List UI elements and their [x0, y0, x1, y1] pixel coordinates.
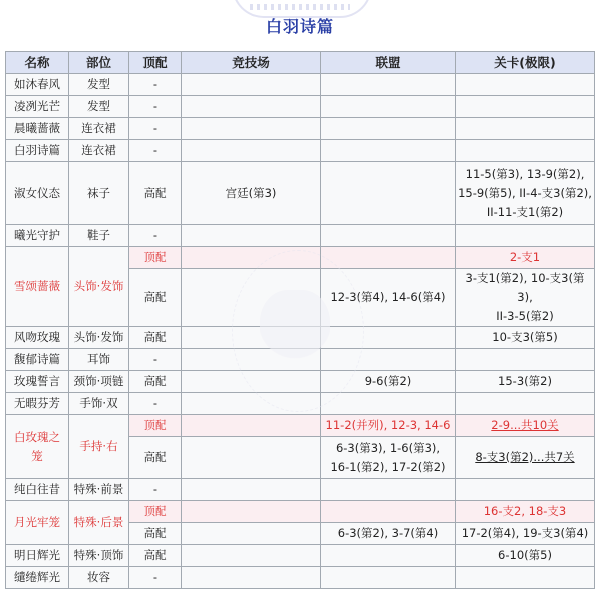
- item-name: 白羽诗篇: [6, 140, 69, 162]
- item-arena: [182, 371, 321, 393]
- table-header-row: [6, 52, 595, 74]
- item-part: 发型: [69, 74, 129, 96]
- table-row: [6, 501, 595, 523]
- item-name: 纯白往昔: [6, 479, 69, 501]
- item-arena: [182, 247, 321, 269]
- item-part: 鞋子: [69, 225, 129, 247]
- item-arena: [182, 96, 321, 118]
- item-league: [321, 501, 456, 523]
- item-top: -: [129, 74, 182, 96]
- item-part: 手饰·双: [69, 393, 129, 415]
- item-stage: 10-支3(第5): [456, 327, 595, 349]
- item-league: 9-6(第2): [321, 371, 456, 393]
- header-arena: 竞技场: [182, 52, 321, 74]
- item-league: [321, 140, 456, 162]
- suit-items-table: [5, 51, 595, 589]
- item-stage: [456, 162, 595, 225]
- item-league: [321, 96, 456, 118]
- item-arena: [182, 479, 321, 501]
- item-league: [321, 393, 456, 415]
- table-row: [6, 545, 595, 567]
- item-arena: [182, 74, 321, 96]
- item-arena: [182, 545, 321, 567]
- item-name: 明日辉光: [6, 545, 69, 567]
- item-stage: [456, 479, 595, 501]
- item-league: [321, 327, 456, 349]
- league-line: 6-3(第3), 1-6(第3),: [335, 440, 441, 455]
- table-row: [6, 247, 595, 269]
- item-arena: [182, 523, 321, 545]
- table-row: [6, 162, 595, 225]
- item-arena: [182, 118, 321, 140]
- name-line: 白玫瑰之: [14, 429, 60, 444]
- item-part: 发型: [69, 96, 129, 118]
- item-top: 高配: [129, 327, 182, 349]
- item-top: 顶配: [129, 415, 182, 437]
- item-part: 连衣裙: [69, 118, 129, 140]
- item-part: 手持·右: [69, 415, 129, 479]
- item-part: 特殊·后景: [69, 501, 129, 545]
- item-part: 袜子: [69, 162, 129, 225]
- item-arena: [182, 415, 321, 437]
- title-area: [0, 0, 600, 48]
- item-stage: [456, 567, 595, 589]
- item-name: 淑女仪态: [6, 162, 69, 225]
- item-arena: [182, 327, 321, 349]
- item-part: 妆容: [69, 567, 129, 589]
- table-row: [6, 327, 595, 349]
- stage-line: II-11-支1(第2): [486, 204, 564, 219]
- item-part: 头饰·发饰: [69, 247, 129, 327]
- item-part: 颈饰·项链: [69, 371, 129, 393]
- item-league: [321, 479, 456, 501]
- item-top: -: [129, 349, 182, 371]
- item-league: [321, 74, 456, 96]
- table-row: [6, 479, 595, 501]
- table-row: [6, 74, 595, 96]
- item-top: 顶配: [129, 247, 182, 269]
- table-row: [6, 349, 595, 371]
- item-stage: 2-支1: [456, 247, 595, 269]
- item-top: 高配: [129, 545, 182, 567]
- table-row: [6, 225, 595, 247]
- item-top: 顶配: [129, 501, 182, 523]
- item-top: 高配: [129, 371, 182, 393]
- item-top: 高配: [129, 523, 182, 545]
- header-part: 部位: [69, 52, 129, 74]
- item-arena: [182, 225, 321, 247]
- header-league: 联盟: [321, 52, 456, 74]
- item-top: -: [129, 479, 182, 501]
- item-arena: [182, 437, 321, 479]
- header-top: 顶配: [129, 52, 182, 74]
- item-name: 馥郁诗篇: [6, 349, 69, 371]
- item-name: 晨曦蔷薇: [6, 118, 69, 140]
- item-name: 缱绻辉光: [6, 567, 69, 589]
- table-row: [6, 393, 595, 415]
- league-line: 16-1(第2), 17-2(第2): [330, 459, 446, 474]
- item-stage: [456, 74, 595, 96]
- item-top: -: [129, 96, 182, 118]
- item-name: 如沐春风: [6, 74, 69, 96]
- item-part: 耳饰: [69, 349, 129, 371]
- item-name: 月光牢笼: [6, 501, 69, 545]
- item-league: [321, 545, 456, 567]
- item-name: 玫瑰誓言: [6, 371, 69, 393]
- item-top: 高配: [129, 162, 182, 225]
- item-stage: [456, 393, 595, 415]
- item-top: 高配: [129, 269, 182, 327]
- item-arena: [182, 269, 321, 327]
- item-top: -: [129, 393, 182, 415]
- item-top: -: [129, 567, 182, 589]
- item-stage: 17-2(第4), 19-支3(第4): [456, 523, 595, 545]
- page-title: 白羽诗篇: [265, 17, 334, 36]
- item-top: 高配: [129, 437, 182, 479]
- stage-link[interactable]: 2-9...共10关: [491, 418, 559, 432]
- table-row: [6, 140, 595, 162]
- table-row: [6, 118, 595, 140]
- header-name: 名称: [6, 52, 69, 74]
- table-row: [6, 415, 595, 437]
- item-name: 风吻玫瑰: [6, 327, 69, 349]
- item-stage: [456, 140, 595, 162]
- item-part: 特殊·顶饰: [69, 545, 129, 567]
- item-stage: [456, 118, 595, 140]
- item-league: [321, 437, 456, 479]
- item-arena: [182, 140, 321, 162]
- table-row: [6, 371, 595, 393]
- item-league: [321, 162, 456, 225]
- item-arena: [182, 349, 321, 371]
- item-league: [321, 247, 456, 269]
- item-name: 雪颂蔷薇: [6, 247, 69, 327]
- item-stage: [456, 225, 595, 247]
- item-name: [6, 415, 69, 479]
- item-stage: [456, 415, 595, 437]
- item-top: -: [129, 225, 182, 247]
- item-league: [321, 567, 456, 589]
- item-arena: [182, 567, 321, 589]
- item-top: -: [129, 118, 182, 140]
- seal-dots: [250, 4, 350, 10]
- item-stage: [456, 269, 595, 327]
- item-league: [321, 349, 456, 371]
- stage-link[interactable]: 8-支3(第2)...共7关: [475, 450, 575, 464]
- item-stage: 6-10(第5): [456, 545, 595, 567]
- item-league: 6-3(第2), 3-7(第4): [321, 523, 456, 545]
- header-stage: 关卡(极限): [456, 52, 595, 74]
- item-league: [321, 225, 456, 247]
- item-part: 连衣裙: [69, 140, 129, 162]
- item-arena: [182, 501, 321, 523]
- item-stage: [456, 349, 595, 371]
- table-row: [6, 96, 595, 118]
- item-stage: 16-支2, 18-支3: [456, 501, 595, 523]
- stage-line: 11-5(第3), 13-9(第2),: [465, 166, 585, 181]
- item-arena: 宫廷(第3): [182, 162, 321, 225]
- item-name: 凌冽光芒: [6, 96, 69, 118]
- item-stage: [456, 437, 595, 479]
- item-league: [321, 118, 456, 140]
- item-top: -: [129, 140, 182, 162]
- name-line: 笼: [31, 448, 43, 463]
- item-stage: [456, 96, 595, 118]
- item-league: 12-3(第4), 14-6(第4): [321, 269, 456, 327]
- item-arena: [182, 393, 321, 415]
- item-name: 曦光守护: [6, 225, 69, 247]
- item-part: 头饰·发饰: [69, 327, 129, 349]
- item-part: 特殊·前景: [69, 479, 129, 501]
- stage-line: II-3-5(第2): [496, 309, 554, 323]
- stage-line: 3-支1(第2), 10-支3(第3),: [465, 271, 585, 304]
- item-stage: 15-3(第2): [456, 371, 595, 393]
- stage-line: 15-9(第5), II-4-支3(第2),: [458, 185, 592, 200]
- table-row: [6, 567, 595, 589]
- item-league: 11-2(并列), 12-3, 14-6: [321, 415, 456, 437]
- item-name: 无暇芬芳: [6, 393, 69, 415]
